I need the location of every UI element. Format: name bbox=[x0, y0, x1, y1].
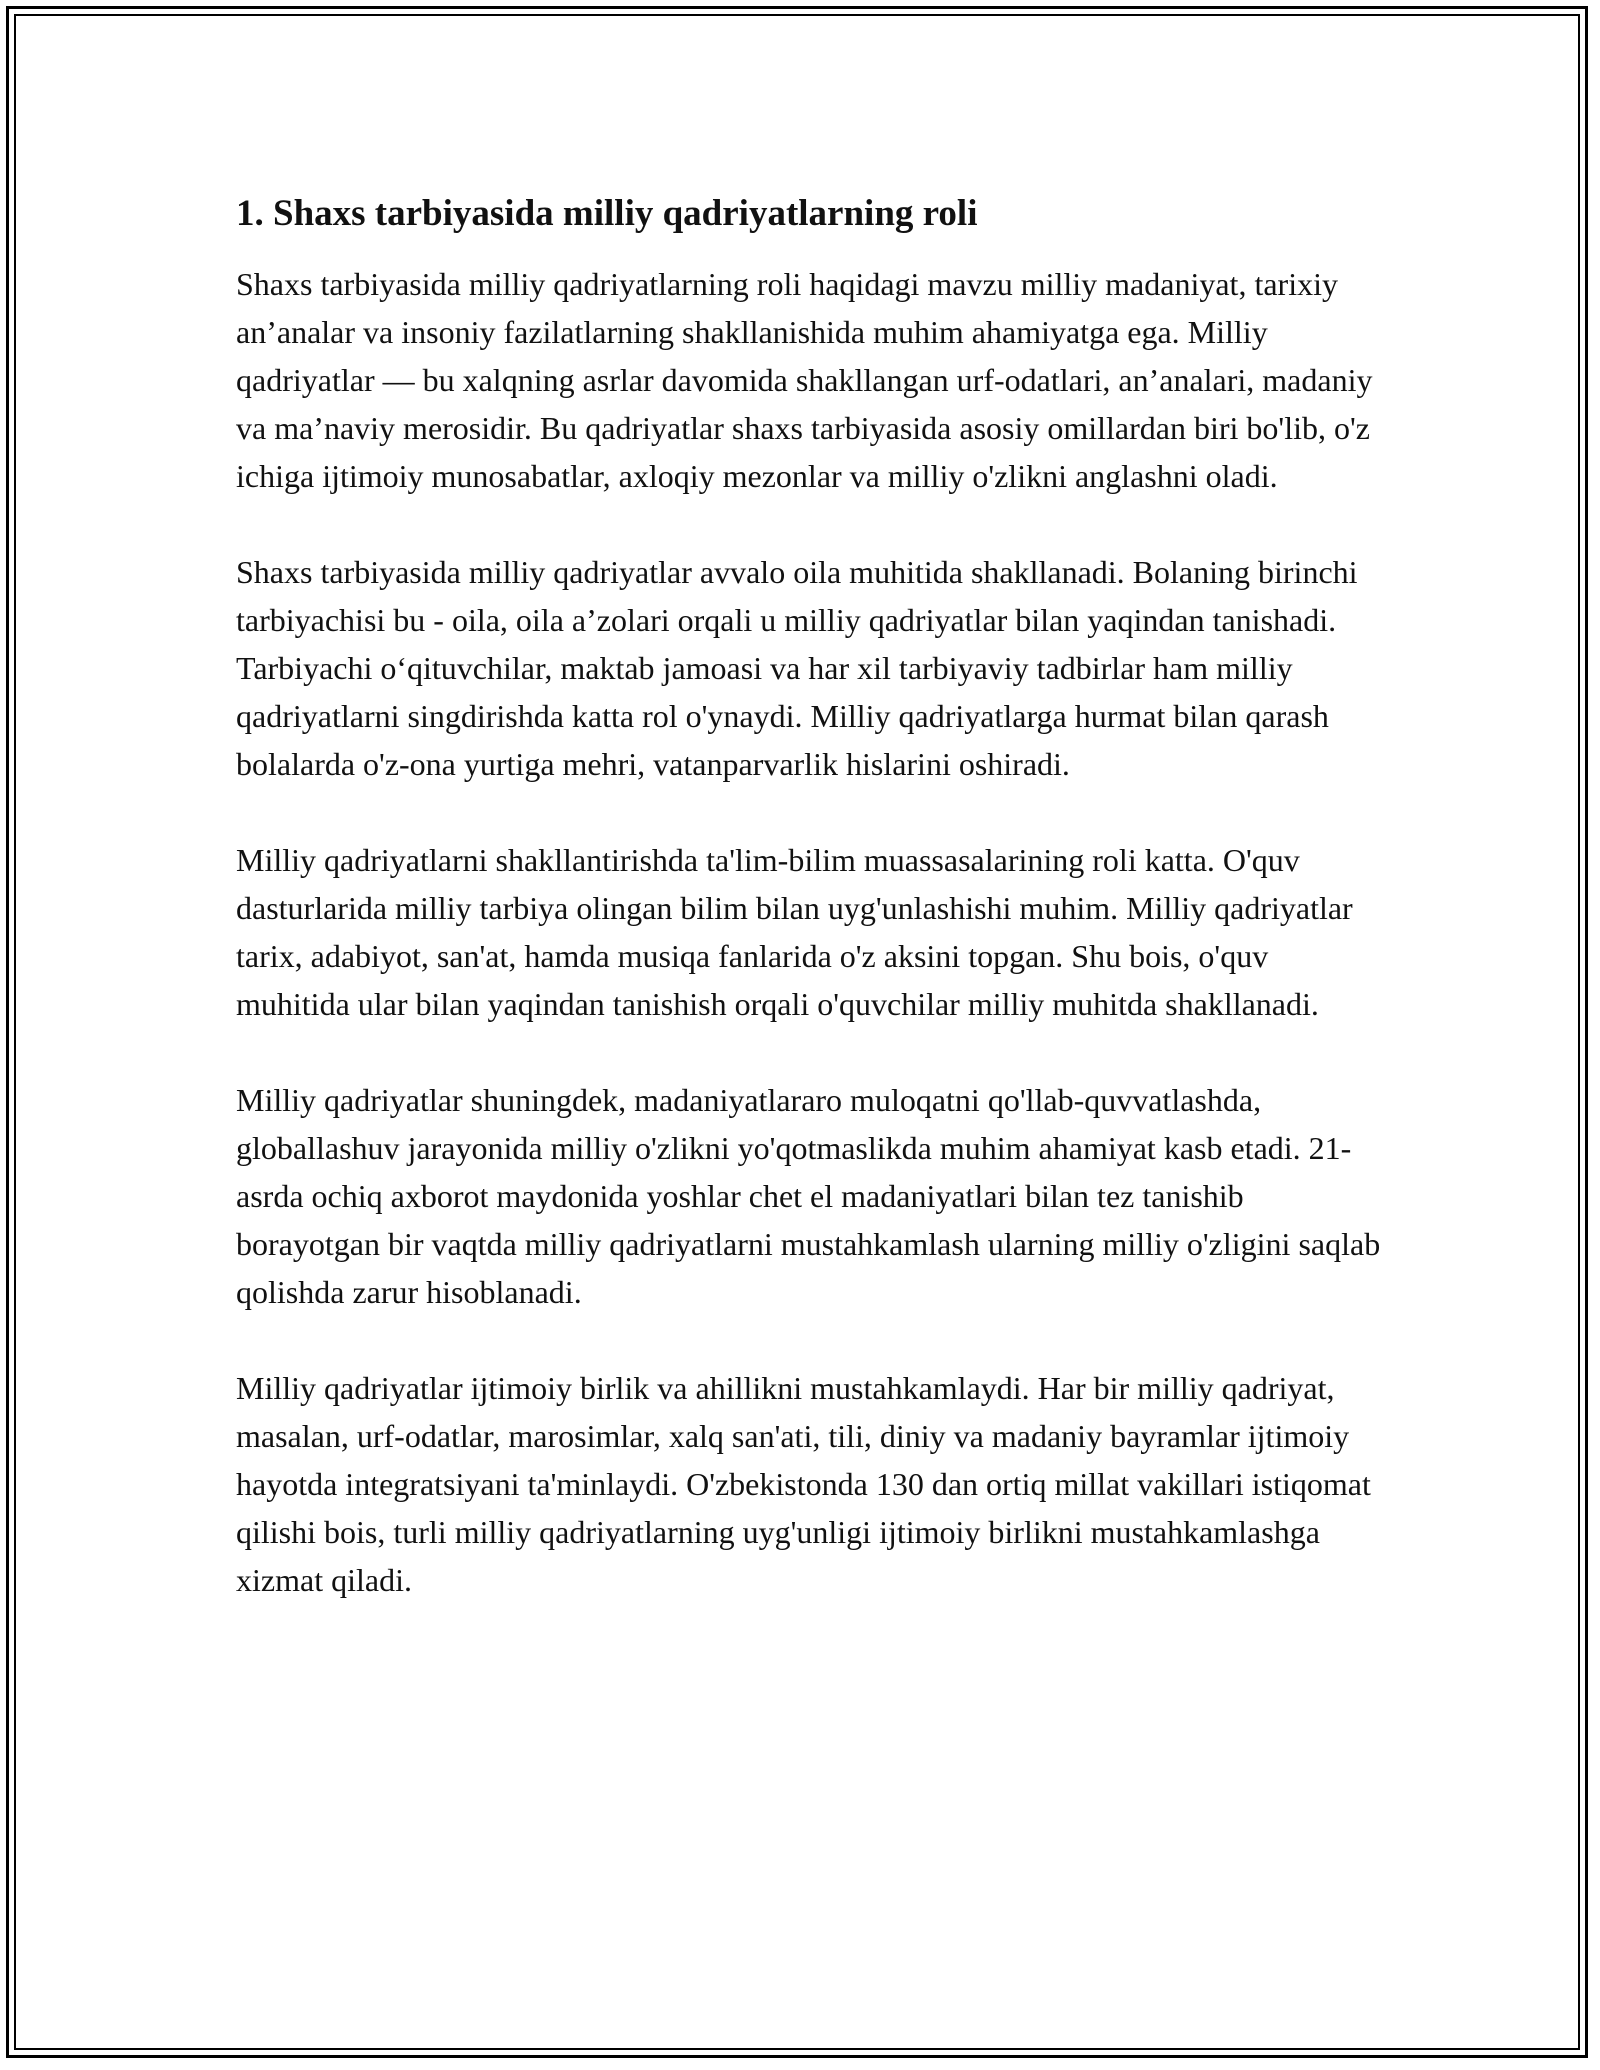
paragraph-5: Milliy qadriyatlar ijtimoiy birlik va ahillikni mustahkamlaydi. Har bir milliy qadriyat, masalan, urf-odatlar, marosimlar, xalq san'ati, tili, diniy va madaniy bayramlar ijtimoiy hayotda integratsiyani ta'minlaydi. O'zbekistonda 130 dan ortiq millat vakillari istiqomat qilishi bois, turli milliy qadriyatlarning uyg'unligi ijtimoiy birlikni mustahkamlashga xizmat qiladi. bbox=[236, 1370, 1371, 1598]
paragraph-4: Milliy qadriyatlar shuningdek, madaniyatlararo muloqatni qo'llab-quvvatlashda, globallashuv jarayonida milliy o'zlikni yo'qotmaslikda muhim ahamiyat kasb etadi. 21-asrda ochiq axborot maydonida yoshlar chet el madaniyatlari bilan tez tanishib borayotgan bir vaqtda milliy qadriyatlarni mustahkamlash ularning milliy o'zligini saqlab qolishda zarur hisoblanadi. bbox=[236, 1082, 1381, 1310]
document-body bbox=[236, 186, 1386, 1604]
paragraph-3: Milliy qadriyatlarni shakllantirishda ta'lim-bilim muassasalarining roli katta. O'quv dasturlarida milliy tarbiya olingan bilim bilan uyg'unlashishi muhim. Milliy qadriyatlar tarix, adabiyot, san'at, hamda musiqa fanlarida o'z aksini topgan. Shu bois, o'quv muhitida ular bilan yaqindan tanishish orqali o'quvchilar milliy muhitda shakllanadi. bbox=[236, 842, 1353, 1022]
paragraph-2: Shaxs tarbiyasida milliy qadriyatlar avvalo oila muhitida shakllanadi. Bolaning birinchi tarbiyachisi bu - oila, oila a’zolari orqali u milliy qadriyatlar bilan yaqindan tanishadi. Tarbiyachi o‘qituvchilar, maktab jamoasi va har xil tarbiyaviy tadbirlar ham milliy qadriyatlarni singdirishda katta rol o'ynaydi. Milliy qadriyatlarga hurmat bilan qarash bolalarda o'z-ona yurtiga mehri, vatanparvarlik hislarini oshiradi. bbox=[236, 554, 1358, 782]
paragraph-1: Shaxs tarbiyasida milliy qadriyatlarning roli haqidagi mavzu milliy madaniyat, tarixiy an’analar va insoniy fazilatlarning shakllanishida muhim ahamiyatga ega. Milliy qadriyatlar — bu xalqning asrlar davomida shakllangan urf-odatlari, an’analari, madaniy va ma’naviy merosidir. Bu qadriyatlar shaxs tarbiyasida asosiy omillardan biri bo'lib, o'z ichiga ijtimoiy munosabatlar, axloqiy mezonlar va milliy o'zlikni anglashni oladi. bbox=[236, 266, 1373, 494]
section-heading: 1. Shaxs tarbiyasida milliy qadriyatlarning roli bbox=[236, 193, 978, 234]
